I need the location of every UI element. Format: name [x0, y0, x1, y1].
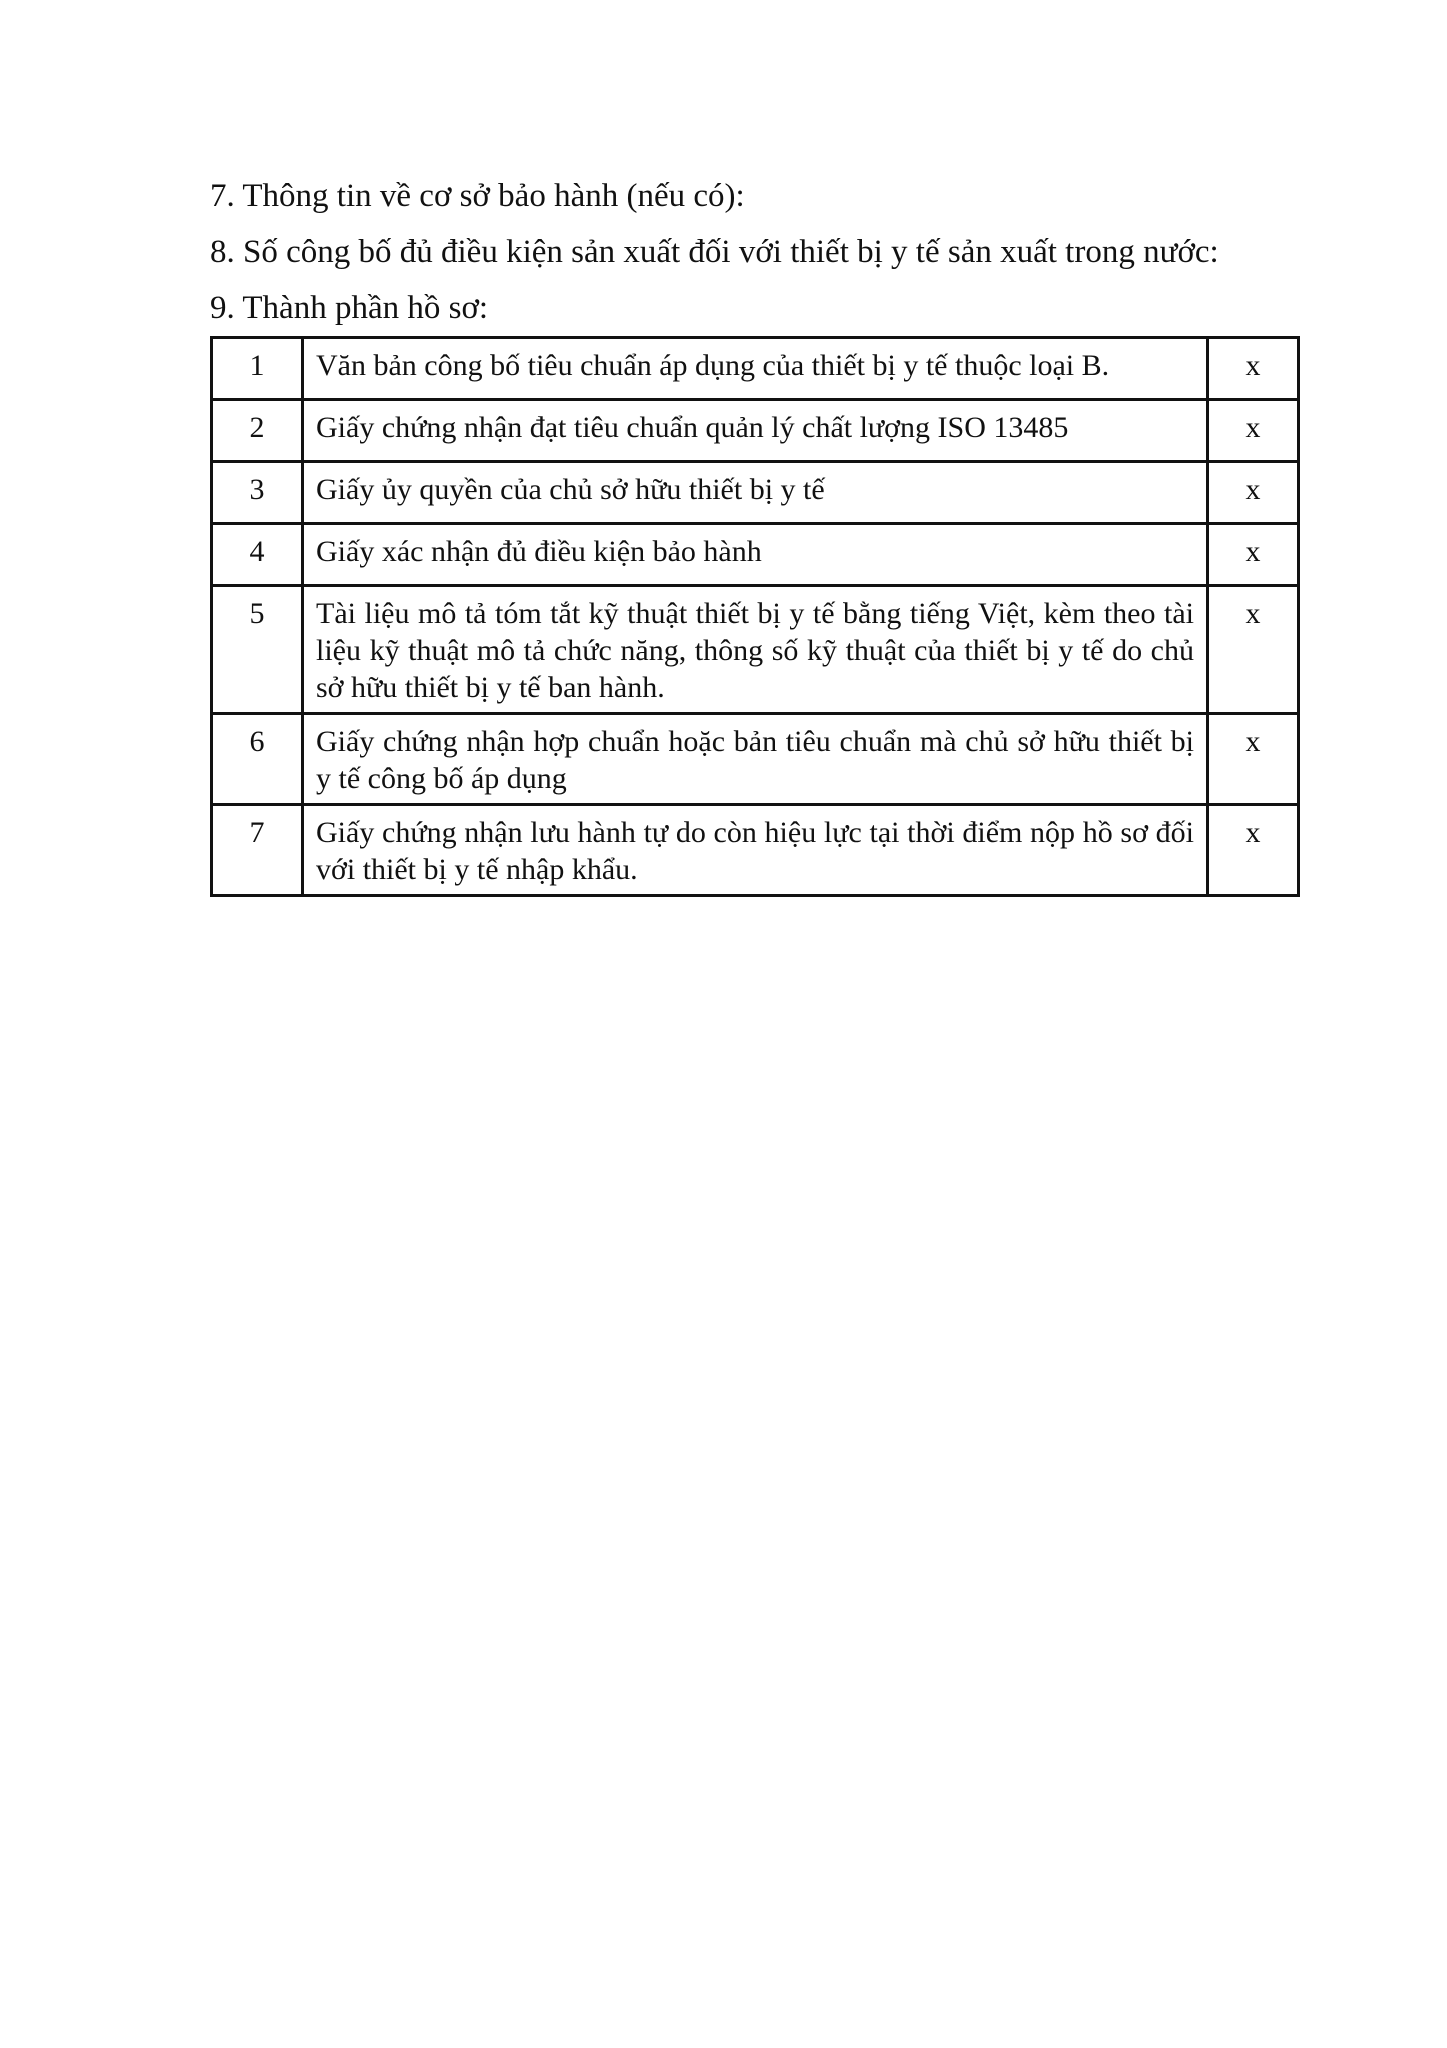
- row-description: Giấy chứng nhận hợp chuẩn hoặc bản tiêu chuẩn mà chủ sở hữu thiết bị y tế công bố áp dụng: [303, 714, 1208, 805]
- row-number: 3: [212, 462, 303, 524]
- table-row: [212, 400, 1299, 462]
- row-number: 6: [212, 714, 303, 805]
- document-content: [210, 168, 1300, 897]
- row-description: Giấy chứng nhận đạt tiêu chuẩn quản lý chất lượng ISO 13485: [303, 400, 1208, 462]
- row-description: Tài liệu mô tả tóm tắt kỹ thuật thiết bị y tế bằng tiếng Việt, kèm theo tài liệu kỹ thuật mô tả chức năng, thông số kỹ thuật của thiết bị y tế do chủ sở hữu thiết bị y tế ban hành.: [303, 586, 1208, 714]
- item-7-warranty-info: 7. Thông tin về cơ sở bảo hành (nếu có):: [210, 178, 745, 214]
- row-description: Giấy xác nhận đủ điều kiện bảo hành: [303, 524, 1208, 586]
- row-number: 1: [212, 338, 303, 400]
- row-check-mark: x: [1208, 338, 1299, 400]
- row-number: 2: [212, 400, 303, 462]
- row-number: 4: [212, 524, 303, 586]
- row-check-mark: x: [1208, 462, 1299, 524]
- row-description: Giấy chứng nhận lưu hành tự do còn hiệu lực tại thời điểm nộp hồ sơ đối với thiết bị y tế nhập khẩu.: [303, 805, 1208, 896]
- dossier-table: [210, 336, 1300, 897]
- row-check-mark: x: [1208, 524, 1299, 586]
- table-row: [212, 338, 1299, 400]
- table-row: [212, 586, 1299, 714]
- item-9-dossier-components: 9. Thành phần hồ sơ:: [210, 290, 489, 326]
- table-row: [212, 714, 1299, 805]
- row-check-mark: x: [1208, 714, 1299, 805]
- table-row: [212, 524, 1299, 586]
- row-description: Văn bản công bố tiêu chuẩn áp dụng của thiết bị y tế thuộc loại B.: [303, 338, 1208, 400]
- row-description: Giấy ủy quyền của chủ sở hữu thiết bị y tế: [303, 462, 1208, 524]
- row-check-mark: x: [1208, 586, 1299, 714]
- item-8-production-number: 8. Số công bố đủ điều kiện sản xuất đối với thiết bị y tế sản xuất trong nước:: [210, 234, 1219, 270]
- table-row: [212, 805, 1299, 896]
- row-number: 7: [212, 805, 303, 896]
- row-number: 5: [212, 586, 303, 714]
- row-check-mark: x: [1208, 400, 1299, 462]
- table-row: [212, 462, 1299, 524]
- row-check-mark: x: [1208, 805, 1299, 896]
